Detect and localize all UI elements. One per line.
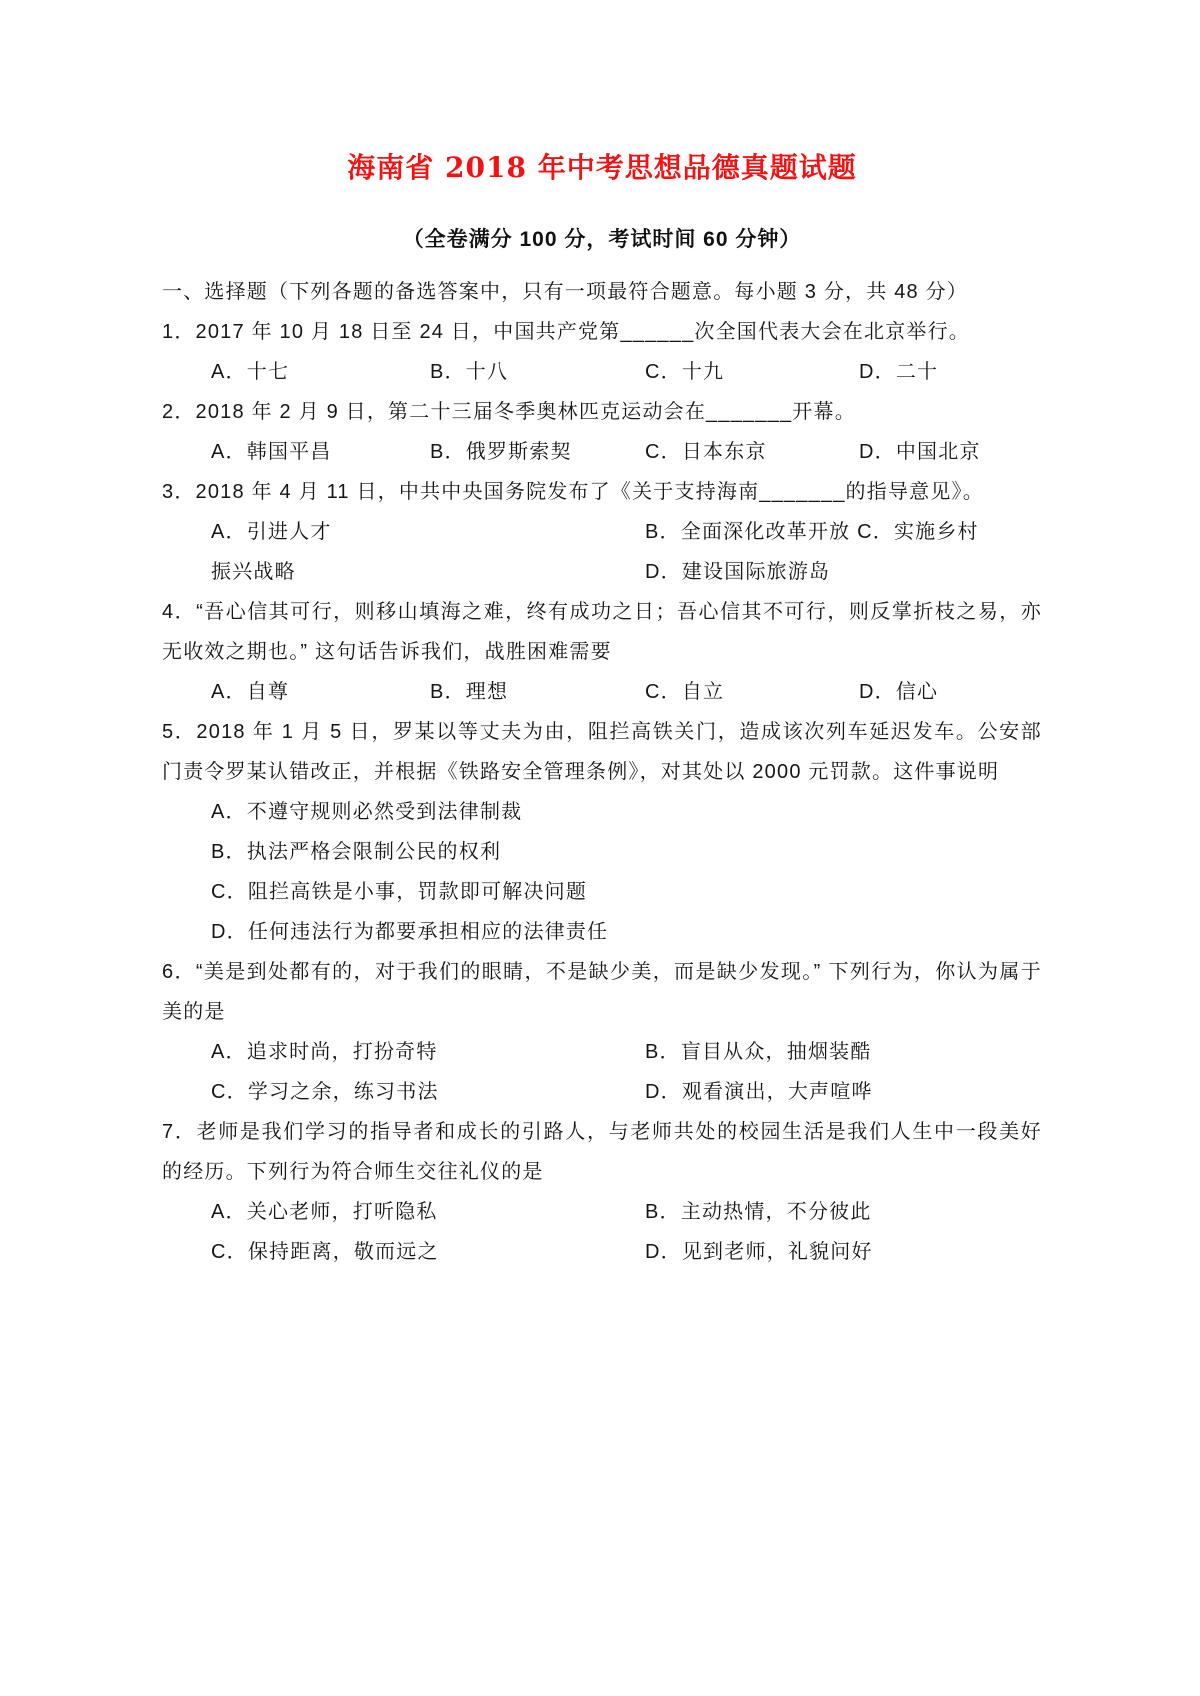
question-6-options-row-1: [162, 1032, 1042, 1072]
question-4-option-c: C．自立: [645, 681, 725, 703]
question-2-option-b: B．俄罗斯索契: [430, 441, 572, 463]
question-1-stem: 1．2017 年 10 月 18 日至 24 日，中国共产党第______次全国代表大会在北京举行。: [162, 321, 970, 343]
question-6-option-d: D．观看演出，大声喧哗: [645, 1081, 873, 1103]
exam-info: （全卷满分 100 分，考试时间 60 分钟）: [402, 228, 802, 251]
question-7-option-c: C．保持距离，敬而远之: [211, 1241, 439, 1263]
question-2-option-a: A．韩国平昌: [211, 441, 332, 463]
question-3-option-c-continuation: 振兴战略: [211, 561, 296, 583]
question-3-stem: 3．2018 年 4 月 11 日，中共中央国务院发布了《关于支持海南_______的指导意见》。: [162, 481, 984, 503]
question-4-option-b: B．理想: [430, 681, 509, 703]
question-1-option-b: B．十八: [430, 361, 509, 383]
question-6-option-c: C．学习之余，练习书法: [211, 1081, 439, 1103]
question-6: [162, 952, 1042, 1112]
question-2-options-row: [162, 432, 1042, 472]
question-4: [162, 592, 1042, 712]
question-5-option-b: B．执法严格会限制公民的权利: [211, 841, 502, 863]
question-1: [162, 312, 1042, 392]
question-2-stem: 2．2018 年 2 月 9 日，第二十三届冬季奥林匹克运动会在_______开幕。: [162, 401, 856, 423]
question-2-option-c: C．日本东京: [645, 441, 767, 463]
question-6-options-row-2: [162, 1072, 1042, 1112]
question-1-option-c: C．十九: [645, 361, 725, 383]
question-1-option-d: D．二十: [859, 361, 939, 383]
question-5-option-c: C．阻拦高铁是小事，罚款即可解决问题: [211, 881, 588, 903]
question-5: [162, 712, 1042, 952]
question-3-option-d: D．建设国际旅游岛: [645, 561, 831, 583]
question-6-stem: 6．“美是到处都有的，对于我们的眼睛，不是缺少美，而是缺少发现。” 下列行为，你认为属于美的是: [162, 961, 1042, 1023]
question-7-stem: 7．老师是我们学习的指导者和成长的引路人，与老师共处的校园生活是我们人生中一段美好的经历。下列行为符合师生交往礼仪的是: [162, 1121, 1042, 1183]
question-3-options-row-2: [162, 552, 1042, 592]
question-4-option-d: D．信心: [859, 681, 939, 703]
question-3: [162, 472, 1042, 592]
question-7-option-d: D．见到老师，礼貌问好: [645, 1241, 873, 1263]
question-7-option-b: B．主动热情，不分彼此: [645, 1201, 872, 1223]
question-6-option-b: B．盲目从众，抽烟装酷: [645, 1041, 872, 1063]
question-3-option-b-c: B．全面深化改革开放 C．实施乡村: [645, 521, 979, 543]
document-title: 海南省 2018 年中考思想品德真题试题: [347, 151, 857, 184]
question-4-stem: 4．“吾心信其可行，则移山填海之难，终有成功之日；吾心信其不可行，则反掌折枝之易，亦无收效之期也。” 这句话告诉我们，战胜困难需要: [162, 601, 1042, 663]
question-4-options-row: [162, 672, 1042, 712]
question-4-option-a: A．自尊: [211, 681, 290, 703]
question-7-option-a: A．关心老师，打听隐私: [211, 1201, 438, 1223]
question-1-options-row: [162, 352, 1042, 392]
question-7: [162, 1112, 1042, 1272]
question-7-options-row-1: [162, 1192, 1042, 1232]
question-2-option-d: D．中国北京: [859, 441, 981, 463]
question-1-option-a: A．十七: [211, 361, 290, 383]
section-heading: 一、选择题（下列各题的备选答案中，只有一项最符合题意。每小题 3 分，共 48 分）: [162, 281, 968, 303]
question-6-option-a: A．追求时尚，打扮奇特: [211, 1041, 438, 1063]
question-5-option-a: A．不遵守规则必然受到法律制裁: [211, 801, 523, 823]
question-7-options-row-2: [162, 1232, 1042, 1272]
question-3-option-a: A．引进人才: [211, 521, 332, 543]
question-5-options-list: [162, 792, 1042, 952]
question-5-option-d: D．任何违法行为都要承担相应的法律责任: [211, 921, 609, 943]
question-5-stem: 5．2018 年 1 月 5 日，罗某以等丈夫为由，阻拦高铁关门，造成该次列车延迟发车。公安部门责令罗某认错改正，并根据《铁路安全管理条例》，对其处以 2000 元罚款。这件事说明: [162, 721, 1042, 783]
question-2: [162, 392, 1042, 472]
question-3-options-row-1: [162, 512, 1042, 552]
